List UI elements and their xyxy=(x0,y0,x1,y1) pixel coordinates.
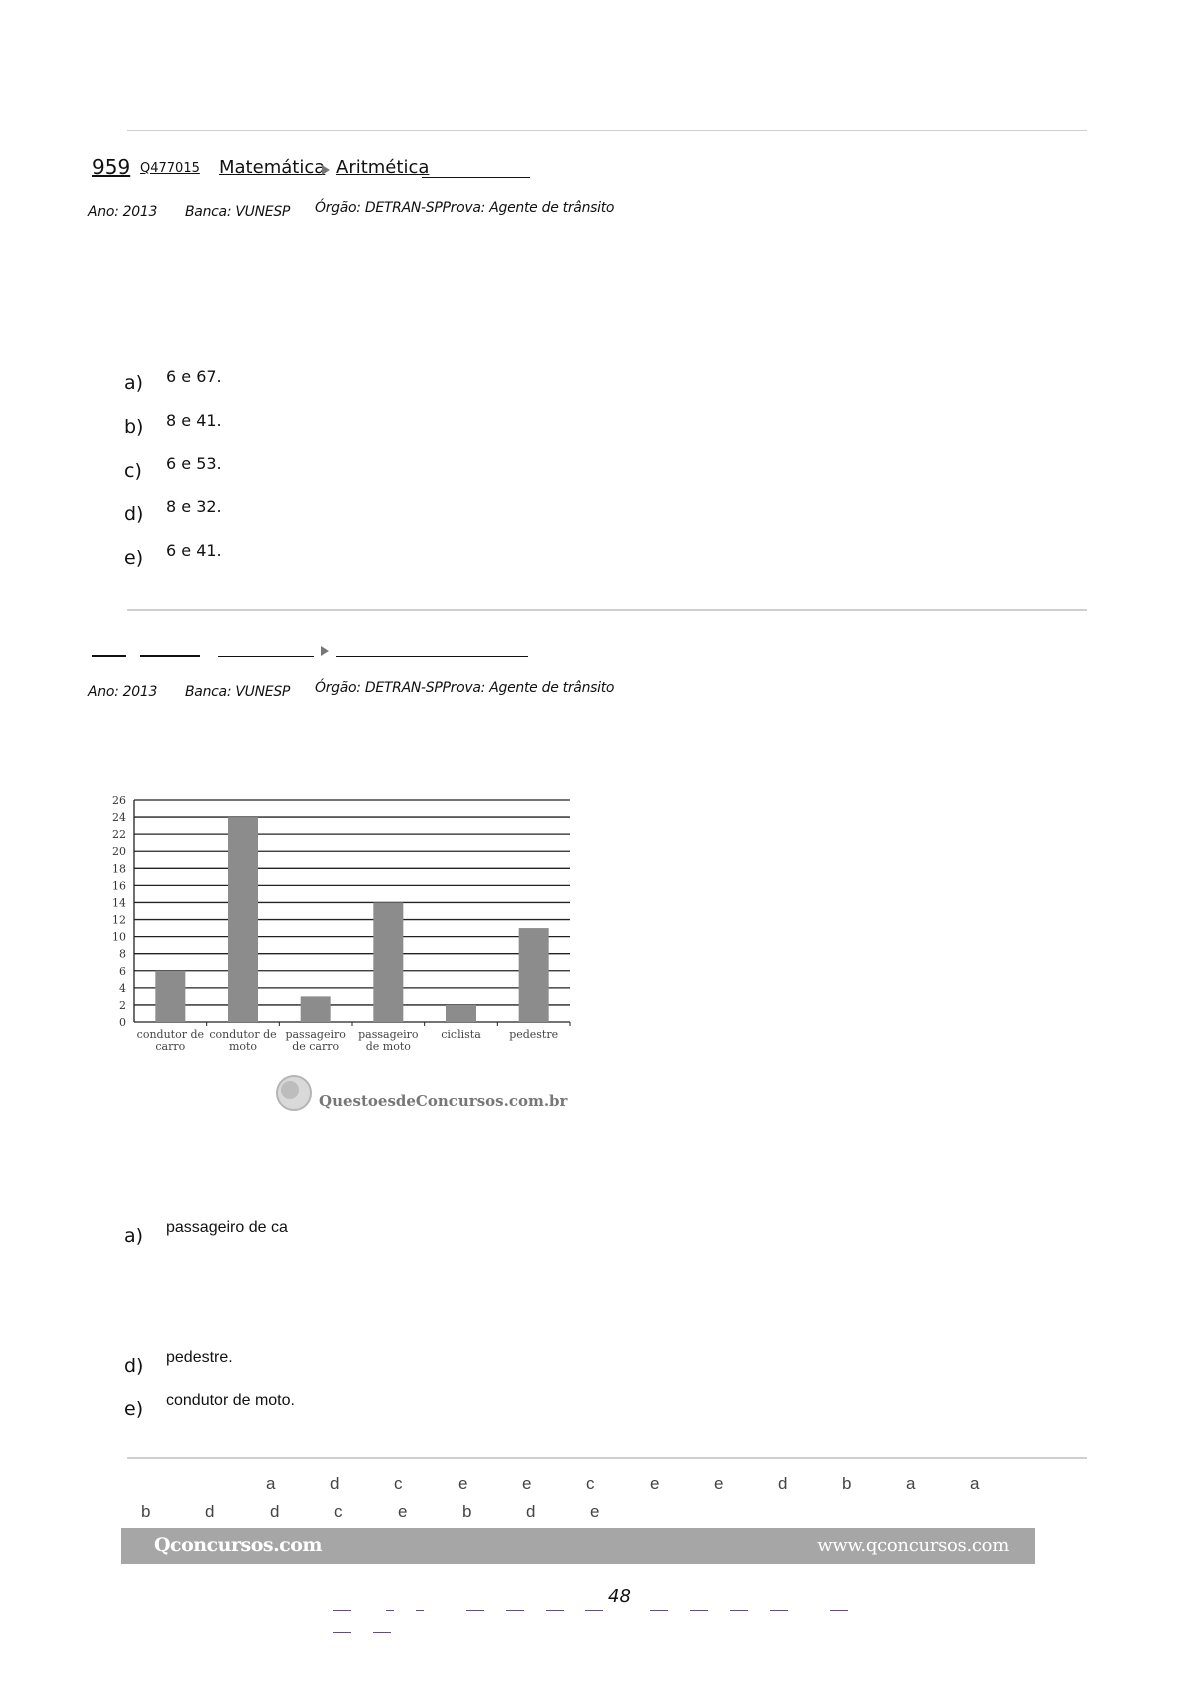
answers-divider xyxy=(127,1457,1087,1459)
pagination-link[interactable] xyxy=(690,1610,708,1611)
pagination-link[interactable] xyxy=(333,1632,351,1633)
y-tick-label: 4 xyxy=(119,981,126,995)
footer-bar xyxy=(121,1528,1035,1564)
y-tick-label: 20 xyxy=(112,845,126,859)
option-text[interactable]: 6 e 41. xyxy=(166,541,222,560)
pagination-link[interactable] xyxy=(386,1610,394,1611)
option-text[interactable]: passageiro de ca xyxy=(166,1219,288,1236)
option-letter[interactable]: e) xyxy=(124,547,144,569)
answer-key-item: b xyxy=(842,1474,852,1493)
y-tick-label: 14 xyxy=(112,896,126,910)
subject-link[interactable]: Matemática xyxy=(219,157,326,178)
y-tick-label: 0 xyxy=(119,1016,126,1029)
bar xyxy=(373,902,403,1022)
y-tick-label: 2 xyxy=(119,998,126,1012)
answer-key-item: e xyxy=(398,1502,408,1521)
x-tick-label: passageiro xyxy=(285,1028,346,1041)
pagination-link[interactable] xyxy=(770,1610,788,1611)
y-tick-label: 10 xyxy=(112,930,126,944)
pagination-link[interactable] xyxy=(650,1610,668,1611)
y-tick-label: 18 xyxy=(112,862,126,876)
bar-chart-svg xyxy=(104,782,584,1127)
answer-key-item: d xyxy=(270,1502,280,1521)
answer-key-item: b xyxy=(462,1502,472,1521)
option-letter[interactable]: b) xyxy=(124,416,144,438)
y-tick-label: 16 xyxy=(112,879,126,893)
bar xyxy=(155,971,185,1022)
footer-url[interactable]: www.qconcursos.com xyxy=(817,1535,1009,1556)
x-tick-label: moto xyxy=(228,1040,258,1053)
answer-key-item: d xyxy=(330,1474,340,1493)
answer-key-item: d xyxy=(205,1502,215,1521)
x-tick-label: ciclista xyxy=(441,1028,481,1041)
question-id-placeholder xyxy=(140,655,200,657)
breadcrumb-arrow-icon xyxy=(322,165,330,175)
option-letter[interactable]: d) xyxy=(124,1355,144,1377)
breadcrumb-arrow-icon xyxy=(321,646,329,656)
page-number: 48 xyxy=(608,1586,631,1607)
y-tick-label: 12 xyxy=(112,913,126,927)
option-letter[interactable]: e) xyxy=(124,1398,144,1420)
answer-key-item: e xyxy=(590,1502,600,1521)
option-text[interactable]: 8 e 41. xyxy=(166,411,222,430)
answer-key-item: e xyxy=(650,1474,660,1493)
x-tick-label: pedestre xyxy=(509,1028,559,1041)
answer-key-item: a xyxy=(970,1474,980,1493)
bar xyxy=(228,817,258,1022)
question-id[interactable]: Q477015 xyxy=(140,161,200,176)
y-tick-label: 24 xyxy=(112,811,126,825)
x-tick-label: condutor de xyxy=(209,1028,277,1041)
option-text[interactable]: condutor de moto. xyxy=(166,1392,295,1409)
y-tick-label: 6 xyxy=(119,964,126,978)
meta-orgao: Órgão: DETRAN-SPProva: Agente de trânsito xyxy=(315,680,615,696)
answer-key-item: b xyxy=(141,1502,151,1521)
pagination-link[interactable] xyxy=(416,1610,424,1611)
top-divider xyxy=(127,130,1087,131)
pagination-link[interactable] xyxy=(830,1610,848,1611)
question-number[interactable]: 959 xyxy=(92,155,131,179)
meta-banca: Banca: VUNESP xyxy=(185,684,291,700)
bar-chart xyxy=(104,782,584,1127)
x-tick-label: de carro xyxy=(292,1040,340,1053)
subject-placeholder xyxy=(218,656,314,657)
x-tick-label: condutor de xyxy=(136,1028,205,1041)
option-letter[interactable]: d) xyxy=(124,503,144,525)
pagination-link[interactable] xyxy=(333,1610,351,1611)
bar xyxy=(446,1005,476,1022)
question-number-placeholder xyxy=(92,655,126,657)
answer-key-item: e xyxy=(458,1474,468,1493)
answer-key-item: d xyxy=(526,1502,536,1521)
answer-key-item: c xyxy=(394,1474,403,1493)
pagination-link[interactable] xyxy=(466,1610,484,1611)
answer-key-item: c xyxy=(586,1474,595,1493)
pagination-link[interactable] xyxy=(730,1610,748,1611)
meta-orgao: Órgão: DETRAN-SPProva: Agente de trânsito xyxy=(315,200,615,216)
pagination-link[interactable] xyxy=(373,1632,391,1633)
answer-key-item: a xyxy=(906,1474,916,1493)
bar xyxy=(519,928,549,1022)
meta-ano: Ano: 2013 xyxy=(88,684,158,700)
answer-key-item: c xyxy=(334,1502,343,1521)
x-tick-label: de moto xyxy=(365,1040,411,1053)
x-tick-label: passageiro xyxy=(358,1028,419,1041)
topic-placeholder xyxy=(336,656,528,657)
option-letter[interactable]: a) xyxy=(124,1225,144,1247)
option-letter[interactable]: c) xyxy=(124,460,142,482)
y-tick-label: 26 xyxy=(112,794,126,807)
watermark xyxy=(277,1076,569,1110)
y-tick-label: 8 xyxy=(119,947,126,961)
answer-key-item: d xyxy=(778,1474,788,1493)
answer-key-item: e xyxy=(714,1474,724,1493)
answer-key-item: e xyxy=(522,1474,532,1493)
topic-underline xyxy=(422,177,530,178)
question-divider xyxy=(127,609,1087,611)
watermark-text: QuestoesdeConcursos.com.br xyxy=(319,1092,568,1110)
footer-brand: Qconcursos.com xyxy=(154,1534,323,1556)
bar xyxy=(301,996,331,1022)
y-tick-label: 22 xyxy=(112,828,126,842)
option-text[interactable]: pedestre. xyxy=(166,1349,233,1366)
watermark-logo-inner xyxy=(281,1081,299,1099)
option-text[interactable]: 6 e 53. xyxy=(166,454,222,473)
option-letter[interactable]: a) xyxy=(124,372,144,394)
pagination-link[interactable] xyxy=(585,1610,603,1611)
meta-banca: Banca: VUNESP xyxy=(185,204,291,220)
x-tick-label: carro xyxy=(155,1040,186,1053)
option-text[interactable]: 8 e 32. xyxy=(166,497,222,516)
pagination-link[interactable] xyxy=(546,1610,564,1611)
option-text[interactable]: 6 e 67. xyxy=(166,367,222,386)
pagination-link[interactable] xyxy=(506,1610,524,1611)
topic-link[interactable]: Aritmética xyxy=(336,157,430,178)
answer-key-item: a xyxy=(266,1474,276,1493)
meta-ano: Ano: 2013 xyxy=(88,204,158,220)
